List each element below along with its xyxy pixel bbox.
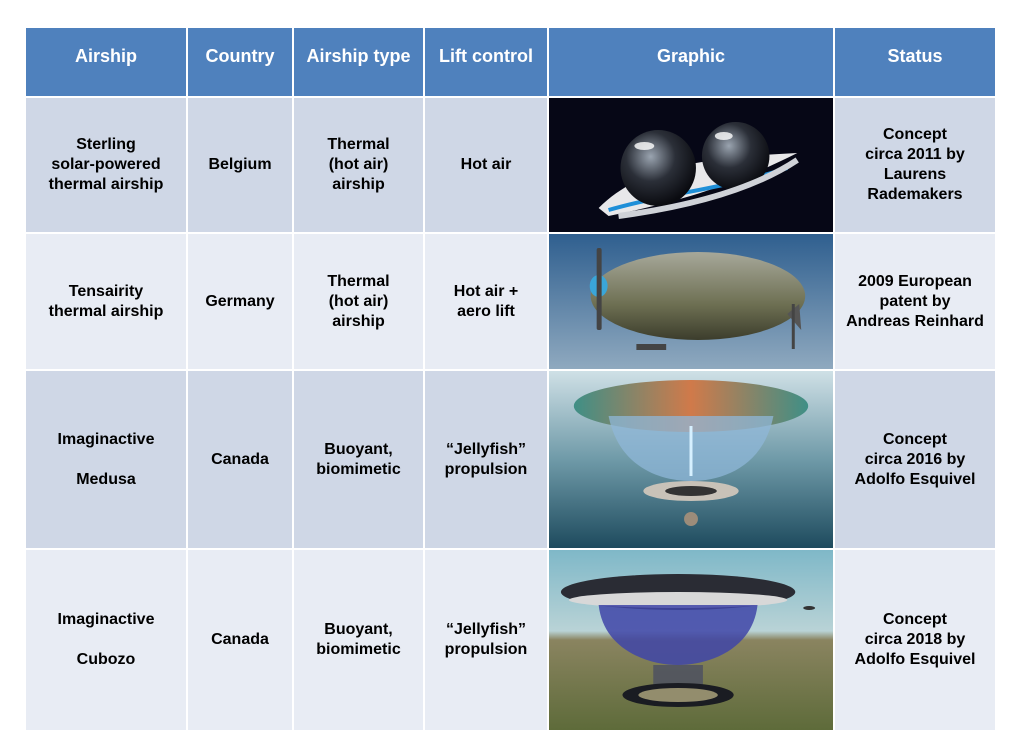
table-row [25, 549, 996, 731]
status-line: circa 2018 by [864, 631, 966, 648]
cell-airship [25, 97, 187, 233]
cell-graphic [548, 97, 834, 233]
status-line: Andreas Reinhard [846, 312, 984, 330]
cell-lift-control [424, 97, 548, 233]
type-line: Buoyant, [324, 621, 393, 638]
status-line: Adolfo Esquivel [854, 470, 976, 488]
airship-name-line: Medusa [76, 470, 136, 488]
airship-name-line: Imaginactive [57, 611, 155, 628]
lift-line: aero lift [457, 302, 515, 320]
airship-name-line: thermal airship [48, 302, 164, 320]
lift-line: propulsion [444, 641, 528, 658]
lift-line: “Jellyfish” [445, 440, 527, 458]
cell-status [834, 233, 996, 370]
status-line: Adolfo Esquivel [854, 651, 976, 668]
cell-status [834, 97, 996, 233]
lift-line: “Jellyfish” [445, 621, 527, 638]
table-row [25, 233, 996, 370]
cell-graphic [548, 370, 834, 549]
cell-airship-type [293, 370, 424, 549]
cell-airship-type [293, 97, 424, 233]
cell-airship-type [293, 233, 424, 370]
cell-lift-control [424, 370, 548, 549]
type-line: airship [332, 176, 385, 193]
cell-lift-control [424, 549, 548, 731]
cell-status [834, 549, 996, 731]
cell-country: Germany [187, 233, 293, 370]
status-line: Rademakers [867, 186, 963, 203]
airship-name-line: solar-powered [51, 156, 161, 173]
type-line: Thermal [327, 136, 390, 153]
blimp-airship-image [549, 234, 833, 369]
cell-country: Canada [187, 370, 293, 549]
cell-airship-type [293, 549, 424, 731]
lift-line: Hot air + [453, 282, 519, 300]
cell-graphic [548, 549, 834, 731]
airship-name-line: Sterling [76, 136, 136, 153]
jellyfish-airship-image [549, 371, 833, 548]
status-line: Concept [883, 430, 947, 448]
airship-table [24, 26, 997, 732]
airship-name-line: Imaginactive [57, 430, 155, 448]
header-country: Country [187, 27, 293, 97]
cell-status [834, 370, 996, 549]
table-row [25, 370, 996, 549]
status-line: 2009 European [858, 272, 972, 290]
cell-airship [25, 370, 187, 549]
type-line: biomimetic [316, 460, 401, 478]
header-lift-control: Lift control [424, 27, 548, 97]
header-status: Status [834, 27, 996, 97]
airship-name-line: Cubozo [76, 651, 136, 668]
status-line: circa 2011 by [865, 146, 965, 163]
cell-country: Canada [187, 549, 293, 731]
status-line: Laurens [883, 166, 947, 183]
header-airship-type: Airship type [293, 27, 424, 97]
status-line: circa 2016 by [864, 450, 966, 468]
header-row [25, 27, 996, 97]
cell-lift-control [424, 233, 548, 370]
type-line: biomimetic [316, 641, 401, 658]
type-line: (hot air) [328, 292, 389, 310]
status-line: patent by [879, 292, 951, 310]
airship-name-line: thermal airship [48, 176, 164, 193]
status-line: Concept [883, 611, 947, 628]
airship-name-line: Tensairity [68, 282, 144, 300]
cell-airship [25, 233, 187, 370]
header-graphic: Graphic [548, 27, 834, 97]
header-airship: Airship [25, 27, 187, 97]
twin-sphere-airship-image [549, 98, 833, 232]
type-line: airship [332, 312, 385, 330]
type-line: Thermal [327, 272, 390, 290]
cubozo-airship-image [549, 550, 833, 730]
cell-country: Belgium [187, 97, 293, 233]
lift-line: Hot air [460, 156, 512, 173]
cell-airship [25, 549, 187, 731]
type-line: Buoyant, [324, 440, 393, 458]
table-row [25, 97, 996, 233]
cell-graphic [548, 233, 834, 370]
lift-line: propulsion [444, 460, 528, 478]
type-line: (hot air) [328, 156, 389, 173]
status-line: Concept [883, 126, 947, 143]
